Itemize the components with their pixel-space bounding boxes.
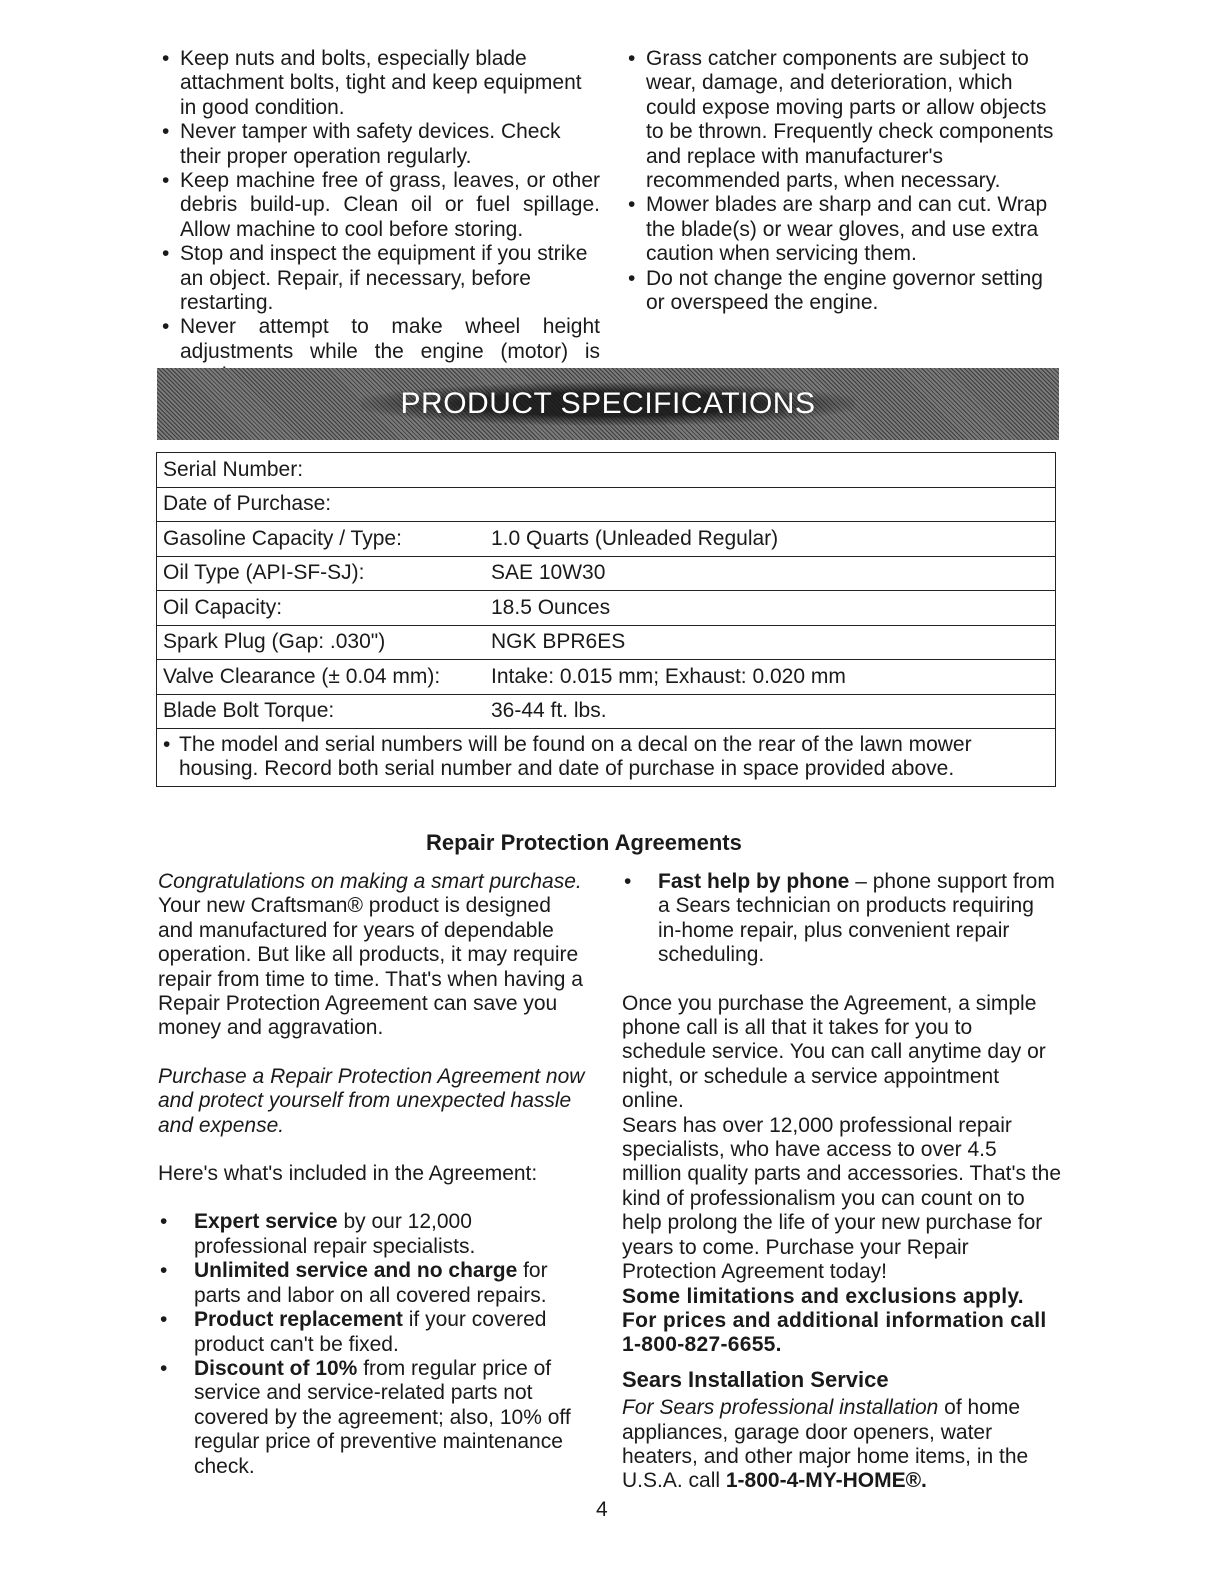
list-item: • Discount of 10% from regular price of service and service-related parts not covered by the agreement; also, 10% off regular price of preventive maintenance check. <box>158 1357 590 1479</box>
spec-label: Date of Purchase: <box>163 492 332 516</box>
safety-item: • Stop and inspect the equipment if you strike an object. Repair, if necessary, before restarting. <box>158 242 600 315</box>
spec-row <box>157 626 1055 661</box>
spec-row <box>157 453 1055 488</box>
spec-label: Serial Number: <box>163 457 304 481</box>
spec-label: Blade Bolt Torque: <box>163 699 335 723</box>
rpa-benefits-list <box>158 1210 590 1478</box>
banner-title: PRODUCT SPECIFICATIONS <box>361 383 856 425</box>
spec-row <box>157 591 1055 626</box>
install-phone: 1-800-4-MY-HOME®. <box>725 1469 927 1493</box>
safety-list-left <box>158 47 600 389</box>
spec-label: Oil Capacity: <box>163 595 283 619</box>
spec-row <box>157 660 1055 695</box>
rpa-included-intro: Here's what's included in the Agreement: <box>158 1162 538 1186</box>
safety-item: • Keep machine free of grass, leaves, or other debris build-up. Clean oil or fuel spillage. Allow machine to cool before storing. <box>158 169 600 242</box>
spec-label: Valve Clearance (± 0.04 mm): <box>163 664 441 688</box>
rpa-intro-text: Your new Craftsman® product is designed and manufactured for years of dependable operation. But like all products, it may require repair from time to time. That's when having a Repair Protection Agreement can save you money and aggravation. <box>158 894 583 1040</box>
spec-label: Oil Type (API-SF-SJ): <box>163 561 365 585</box>
spec-value: 36-44 ft. lbs. <box>491 699 607 723</box>
rpa-phone-list <box>622 870 1062 968</box>
specifications-table <box>156 452 1056 787</box>
spec-label: Spark Plug (Gap: .030") <box>163 630 386 654</box>
spec-label: Gasoline Capacity / Type: <box>163 526 402 550</box>
install-paragraph: For Sears professional installation of home appliances, garage door openers, water heaters, and other major home items, in the U.S.A. call 1-800-4-MY-HOME®. <box>622 1396 1029 1493</box>
install-title: Sears Installation Service <box>622 1366 889 1392</box>
page-number: 4 <box>596 1498 608 1521</box>
spec-value: NGK BPR6ES <box>491 630 626 654</box>
spec-row <box>157 522 1055 557</box>
rpa-intro <box>158 870 590 1041</box>
safety-item: • Mower blades are sharp and can cut. Wrap the blade(s) or wear gloves, and use extra caution when servicing them. <box>624 193 1064 266</box>
rpa-title: Repair Protection Agreements <box>426 830 742 855</box>
list-item: • Expert service by our 12,000 professional repair specialists. <box>158 1210 590 1259</box>
spec-row <box>157 557 1055 592</box>
rpa-sears-paragraph: Sears has over 12,000 professional repair specialists, who have access to over 4.5 million quality parts and accessories. That's the kind of professionalism you can count on to help prolong the life of your new purchase for years to come. Purchase your Repair Protection Agreement today! <box>622 1113 1062 1284</box>
spec-note: • The model and serial numbers will be found on a decal on the rear of the lawn mower housing. Record both serial number and date of purchase in space provided above. <box>157 729 1055 786</box>
spec-value: Intake: 0.015 mm; Exhaust: 0.020 mm <box>491 664 846 688</box>
list-item: • Product replacement if your covered product can't be fixed. <box>158 1308 590 1357</box>
rpa-left-column <box>158 870 590 1479</box>
safety-item: • Never attempt to make wheel height adjustments while the engine (motor) is <box>158 315 600 388</box>
safety-item: • Keep nuts and bolts, especially blade attachment bolts, tight and keep equipment in good condition. <box>158 47 600 120</box>
rpa-once-paragraph: Once you purchase the Agreement, a simple phone call is all that it takes for you to schedule service. You can call anytime day or night, or schedule a service appointment online. <box>622 991 1046 1113</box>
spec-value: 1.0 Quarts (Unleaded Regular) <box>491 526 779 550</box>
safety-list-right <box>624 47 1064 315</box>
rpa-purchase: Purchase a Repair Protection Agreement now and protect yourself from unexpected hassle and expense. <box>158 1064 585 1137</box>
rpa-intro-italic: Congratulations on making a smart purchase. <box>158 870 582 893</box>
rpa-right-column <box>622 870 1062 1494</box>
spec-value: SAE 10W30 <box>491 561 606 585</box>
safety-item: • Grass catcher components are subject to wear, damage, and deterioration, which could expose moving parts or allow objects to be thrown. Frequently check components and replace with manufacturer's recommended parts, when necessary. <box>624 47 1064 193</box>
list-item: • Fast help by phone – phone support from a Sears technician on products requiring in-home repair, plus convenient repair scheduling. <box>622 870 1062 968</box>
rpa-limitations: Some limitations and exclusions apply. For prices and additional information call 1-800-827-6655. <box>622 1284 1047 1357</box>
product-specifications-banner <box>157 368 1059 440</box>
spec-row <box>157 488 1055 523</box>
spec-row <box>157 695 1055 730</box>
list-item: • Unlimited service and no charge for parts and labor on all covered repairs. <box>158 1259 590 1308</box>
spec-value: 18.5 Ounces <box>491 595 611 619</box>
safety-item: • Do not change the engine governor setting or overspeed the engine. <box>624 267 1064 316</box>
safety-item: • Never tamper with safety devices. Check their proper operation regularly. <box>158 120 600 169</box>
